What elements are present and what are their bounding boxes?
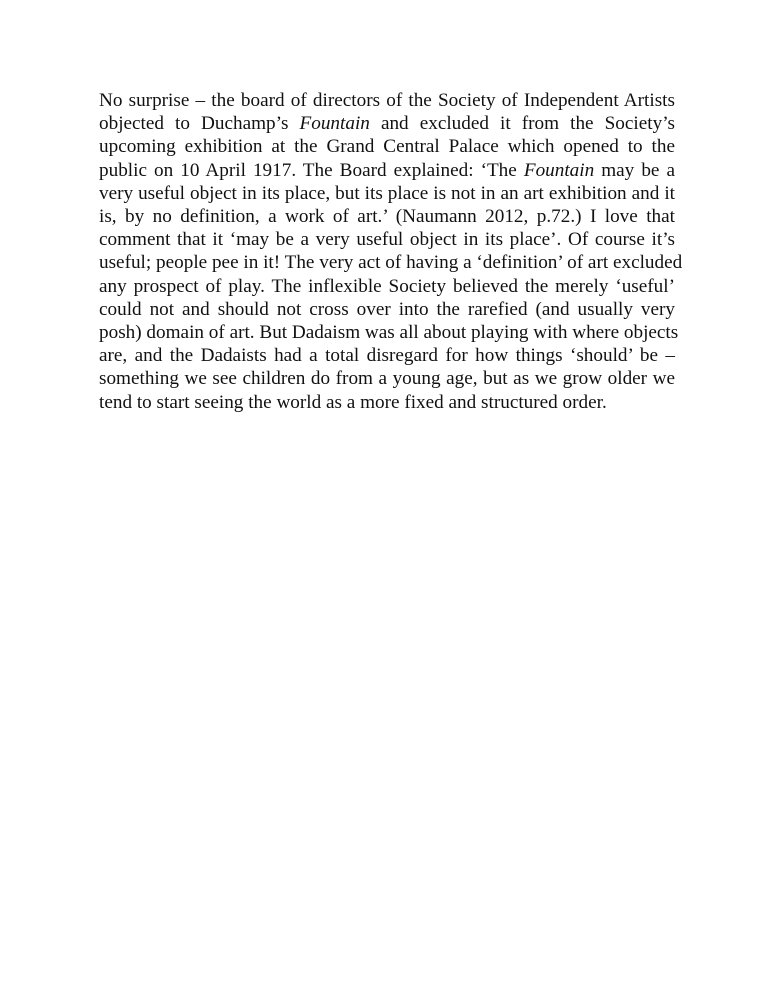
paragraph-line: very useful object in its place, but its place is not in an art exhibition and it: [99, 182, 675, 204]
italic-title: Fountain: [299, 113, 370, 135]
body-paragraph: [99, 89, 683, 414]
paragraph-line: posh) domain of art. But Dadaism was all about playing with where objects: [99, 322, 679, 344]
paragraph-line: are, and the Dadaists had a total disregard for how things ‘should’ be –: [99, 345, 675, 367]
italic-title: Fountain: [523, 159, 595, 181]
paragraph-line: useful; people pee in it! The very act of having a ‘definition’ of art excluded: [99, 252, 683, 274]
paragraph-line: public on 10 April 1917. The Board explained: ‘The Fountain may be a: [99, 159, 675, 181]
paragraph-line: could not and should not cross over into the rarefied (and usually very: [99, 298, 675, 320]
paragraph-line: is, by no definition, a work of art.’ (Naumann 2012, p.72.) I love that: [99, 206, 675, 228]
paragraph-line: something we see children do from a young age, but as we grow older we: [99, 368, 675, 390]
paragraph-line: upcoming exhibition at the Grand Central Palace which opened to the: [99, 136, 675, 158]
paragraph-line: comment that it ‘may be a very useful object in its place’. Of course it’s: [99, 229, 675, 251]
paragraph-line: objected to Duchamp’s Fountain and excluded it from the Society’s: [99, 113, 675, 135]
paragraph-line: any prospect of play. The inflexible Society believed the merely ‘useful’: [99, 275, 675, 297]
paragraph-line: No surprise – the board of directors of the Society of Independent Artists: [99, 90, 675, 111]
paragraph-line: tend to start seeing the world as a more fixed and structured order.: [99, 391, 607, 413]
